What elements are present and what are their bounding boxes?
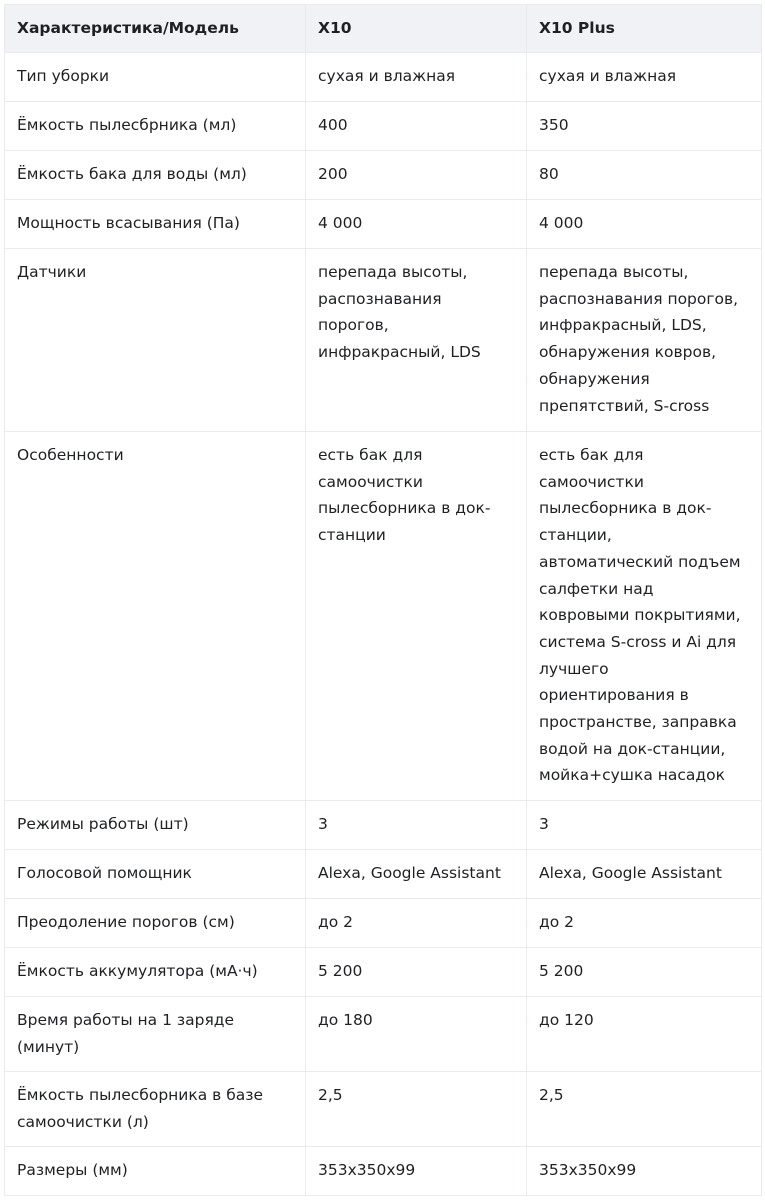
- table-row: [5, 102, 762, 151]
- table-row: [5, 997, 762, 1072]
- row-x10-plus-value: до 2: [527, 899, 762, 948]
- row-x10-plus-value: 3: [527, 801, 762, 850]
- row-x10-value: Alexa, Google Assistant: [306, 850, 527, 899]
- row-x10-value: до 2: [306, 899, 527, 948]
- row-x10-value: перепада высоты, распознавания порогов, инфракрасный, LDS: [306, 249, 527, 432]
- row-x10-plus-value: 353х350х99: [527, 1147, 762, 1196]
- row-x10-plus-value: 2,5: [527, 1072, 762, 1147]
- table-row: [5, 1147, 762, 1196]
- row-x10-value: 4 000: [306, 200, 527, 249]
- row-label: Преодоление порогов (см): [5, 899, 306, 948]
- row-x10-value: до 180: [306, 997, 527, 1072]
- row-label: Время работы на 1 заряде (минут): [5, 997, 306, 1072]
- row-x10-plus-value: есть бак для самоочистки пылесборника в док- станции, автоматический подъем салфетки над ковровыми покрытиями, система S-cross и Ai для лучшего ориентирования в пространстве, заправка водой на док-станции, мойка+сушка насадок: [527, 432, 762, 801]
- header-x10-plus: X10 Plus: [527, 5, 762, 53]
- table-row: [5, 948, 762, 997]
- row-x10-value: 353х350х99: [306, 1147, 527, 1196]
- row-x10-plus-value: Alexa, Google Assistant: [527, 850, 762, 899]
- row-label: Ёмкость бака для воды (мл): [5, 151, 306, 200]
- row-label: Режимы работы (шт): [5, 801, 306, 850]
- row-label: Мощность всасывания (Па): [5, 200, 306, 249]
- table-row: [5, 432, 762, 801]
- row-x10-value: 3: [306, 801, 527, 850]
- table-row: [5, 1072, 762, 1147]
- row-label: Ёмкость пылесборника в базе самоочистки (л): [5, 1072, 306, 1147]
- header-characteristic: Характеристика/Модель: [5, 5, 306, 53]
- row-x10-plus-value: 80: [527, 151, 762, 200]
- row-label: Датчики: [5, 249, 306, 432]
- row-x10-plus-value: сухая и влажная: [527, 53, 762, 102]
- row-x10-plus-value: 350: [527, 102, 762, 151]
- row-x10-value: 200: [306, 151, 527, 200]
- row-x10-value: сухая и влажная: [306, 53, 527, 102]
- row-label: Особенности: [5, 432, 306, 801]
- table-header-row: [5, 5, 762, 53]
- row-x10-value: 5 200: [306, 948, 527, 997]
- comparison-table: [4, 4, 762, 1196]
- row-label: Голосовой помощник: [5, 850, 306, 899]
- row-label: Ёмкость пылесбрника (мл): [5, 102, 306, 151]
- table-row: [5, 151, 762, 200]
- table-row: [5, 53, 762, 102]
- row-x10-plus-value: 5 200: [527, 948, 762, 997]
- row-x10-plus-value: до 120: [527, 997, 762, 1072]
- table-row: [5, 850, 762, 899]
- row-x10-value: 2,5: [306, 1072, 527, 1147]
- table-row: [5, 200, 762, 249]
- table-row: [5, 801, 762, 850]
- table-row: [5, 249, 762, 432]
- row-x10-plus-value: 4 000: [527, 200, 762, 249]
- row-label: Тип уборки: [5, 53, 306, 102]
- row-label: Ёмкость аккумулятора (мА·ч): [5, 948, 306, 997]
- row-x10-plus-value: перепада высоты, распознавания порогов, инфракрасный, LDS, обнаружения ковров, обнаружения препятствий, S-cross: [527, 249, 762, 432]
- row-label: Размеры (мм): [5, 1147, 306, 1196]
- header-x10: X10: [306, 5, 527, 53]
- table-row: [5, 899, 762, 948]
- row-x10-value: есть бак для самоочистки пылесборника в док- станции: [306, 432, 527, 801]
- row-x10-value: 400: [306, 102, 527, 151]
